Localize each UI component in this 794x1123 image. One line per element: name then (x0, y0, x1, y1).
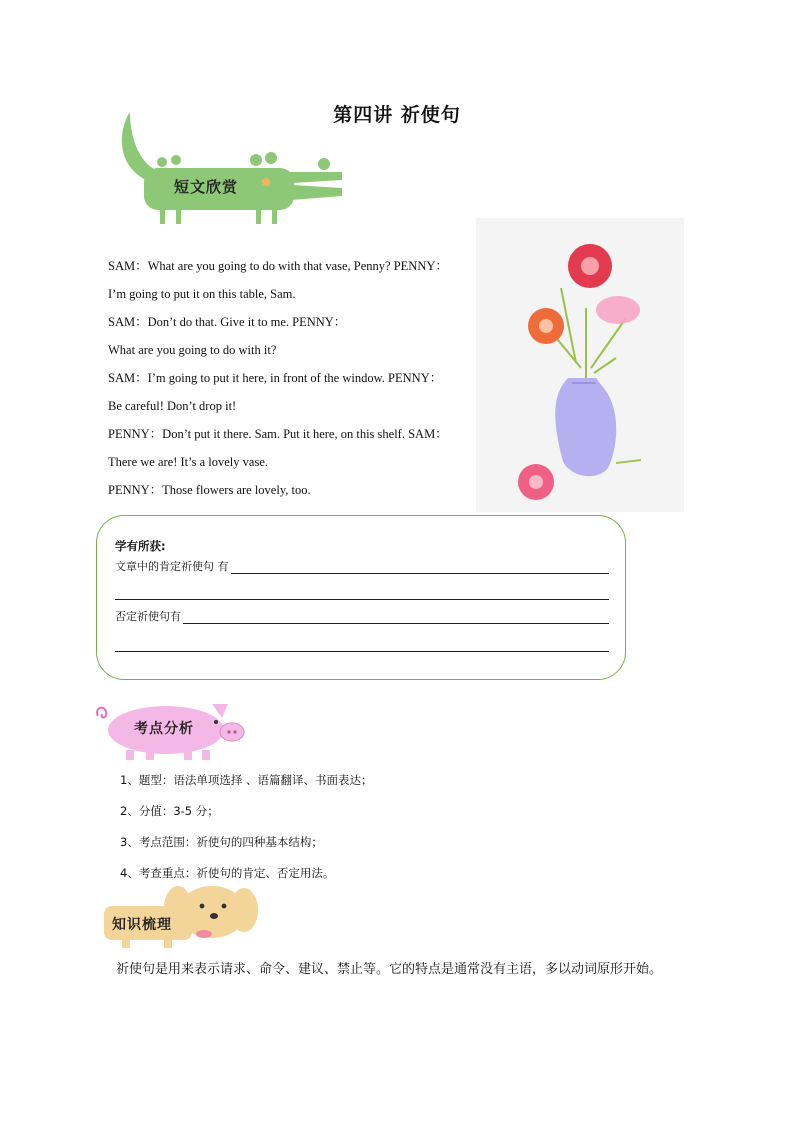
dialog-line: SAM：I’m going to put it here, in front of the window. PENNY： (108, 371, 443, 385)
exam-point-item: 2、分值：3-5 分； (120, 804, 219, 818)
affirmative-label: 文章中的肯定祈使句 有 (115, 560, 229, 573)
exam-point-item: 4、考查重点：祈使句的肯定、否定用法。 (120, 866, 335, 880)
exam-section-label: 考点分析 (134, 721, 194, 737)
dialog-line: I’m going to put it on this table, Sam. (108, 287, 296, 301)
dialog-line: PENNY：Those flowers are lovely, too. (108, 483, 311, 497)
exam-points-list (120, 772, 372, 896)
exam-point-item: 3、考点范围：祈使句的四种基本结构； (120, 835, 323, 849)
dialog-line: SAM：What are you going to do with that vase, Penny? PENNY： (108, 259, 448, 273)
exam-point-item: 1、题型：语法单项选择 、语篇翻译、书面表达； (120, 773, 373, 787)
negative-label: 否定祈使句有 (115, 610, 181, 623)
negative-answer-line[interactable] (183, 613, 609, 624)
crocodile-icon (116, 110, 348, 230)
dialog-line: SAM：Don’t do that. Give it to me. PENNY： (108, 315, 347, 329)
affirmative-answer-line[interactable] (231, 563, 610, 574)
dialog-line: PENNY：Don’t put it there. Sam. Put it here, on this shelf. SAM： (108, 427, 448, 441)
affirmative-answer-row[interactable] (115, 562, 609, 574)
dialog-line: There we are! It’s a lovely vase. (108, 455, 268, 469)
flower-vase-illustration (476, 218, 684, 512)
learning-box (96, 515, 626, 680)
crocodile-badge (116, 110, 348, 230)
negative-answer-row[interactable] (115, 612, 609, 624)
pig-badge (94, 698, 250, 762)
negative-answer-line-2[interactable] (115, 650, 609, 652)
dialog-passage (108, 252, 488, 504)
flower-vase-icon (476, 218, 684, 512)
dog-badge (104, 880, 264, 950)
dialog-line: Be careful! Don’t drop it! (108, 399, 237, 413)
knowledge-section-label: 知识梳理 (112, 917, 172, 933)
knowledge-paragraph: 祈使句是用来表示请求、命令、建议、禁止等。它的特点是通常没有主语，多以动词原形开始。 (116, 962, 663, 977)
dialog-line: What are you going to do with it? (108, 343, 277, 357)
learning-box-title: 学有所获: (115, 539, 166, 553)
reading-section-label: 短文欣赏 (174, 178, 239, 196)
page-title: 第四讲 祈使句 (333, 104, 461, 126)
